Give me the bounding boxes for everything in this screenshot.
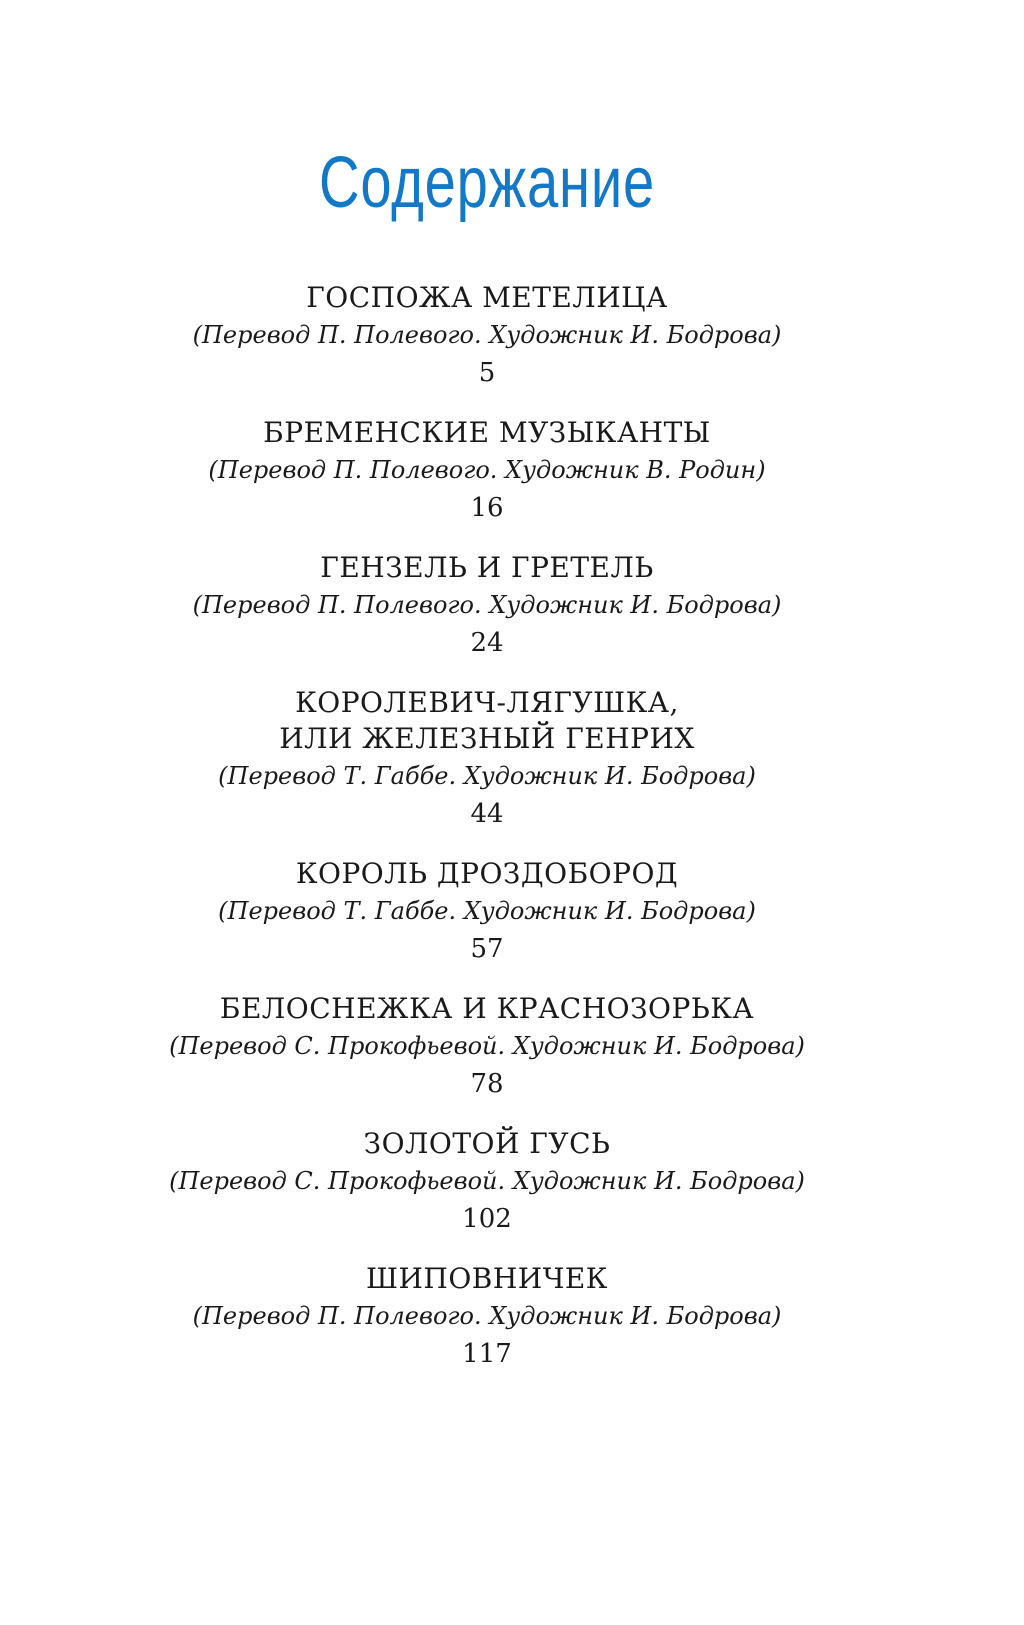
toc-entry[interactable] <box>0 550 974 662</box>
toc-entry-title-line-1: КОРОЛЕВИЧ-ЛЯГУШКА, <box>295 686 679 719</box>
toc-entry-title: ГОСПОЖА МЕТЕЛИЦА <box>306 281 668 314</box>
toc-entry-credit: (Перевод П. Полевого. Художник И. Бодрова) <box>192 321 782 349</box>
toc-entry[interactable] <box>0 1126 974 1238</box>
toc-entry-credit: (Перевод П. Полевого. Художник И. Бодрова) <box>192 1302 782 1330</box>
toc-entry-credit: (Перевод С. Прокофьевой. Художник И. Бодрова) <box>169 1167 805 1195</box>
toc-entry-credit: (Перевод П. Полевого. Художник В. Родин) <box>208 456 766 484</box>
toc-entry-title: ЗОЛОТОЙ ГУСЬ <box>363 1127 611 1160</box>
toc-entry[interactable] <box>0 415 974 527</box>
toc-entry-page-number: 16 <box>470 493 504 523</box>
toc-entry-page-number: 24 <box>470 628 504 658</box>
toc-entry[interactable] <box>0 856 974 968</box>
toc-entry-title: БЕЛОСНЕЖКА И КРАСНОЗОРЬКА <box>219 992 755 1025</box>
toc-entry-credit: (Перевод Т. Габбе. Художник И. Бодрова) <box>218 897 756 925</box>
toc-entry-page-number: 44 <box>470 799 504 829</box>
toc-entry[interactable] <box>0 685 974 833</box>
toc-entry-page-number: 78 <box>470 1069 504 1099</box>
page-title: Содержание <box>318 143 656 223</box>
table-of-contents <box>0 280 974 1373</box>
toc-entry-credit: (Перевод С. Прокофьевой. Художник И. Бодрова) <box>169 1032 805 1060</box>
toc-entry[interactable] <box>0 991 974 1103</box>
toc-entry-page-number: 57 <box>470 934 504 964</box>
toc-entry[interactable] <box>0 1261 974 1373</box>
toc-entry-page-number: 117 <box>462 1339 512 1369</box>
toc-entry-title: КОРОЛЬ ДРОЗДОБОРОД <box>295 857 679 890</box>
toc-entry[interactable] <box>0 280 974 392</box>
toc-entry-title: ГЕНЗЕЛЬ И ГРЕТЕЛЬ <box>320 551 654 584</box>
toc-entry-title-line-2: ИЛИ ЖЕЛЕЗНЫЙ ГЕНРИХ <box>279 722 695 755</box>
toc-entry-credit: (Перевод П. Полевого. Художник И. Бодрова) <box>192 591 782 619</box>
toc-entry-page-number: 5 <box>478 358 496 388</box>
toc-entry-page-number: 102 <box>462 1204 512 1234</box>
toc-entry-title: ШИПОВНИЧЕК <box>366 1262 608 1295</box>
toc-entry-credit: (Перевод Т. Габбе. Художник И. Бодрова) <box>218 762 756 790</box>
toc-entry-title: БРЕМЕНСКИЕ МУЗЫКАНТЫ <box>263 416 711 449</box>
